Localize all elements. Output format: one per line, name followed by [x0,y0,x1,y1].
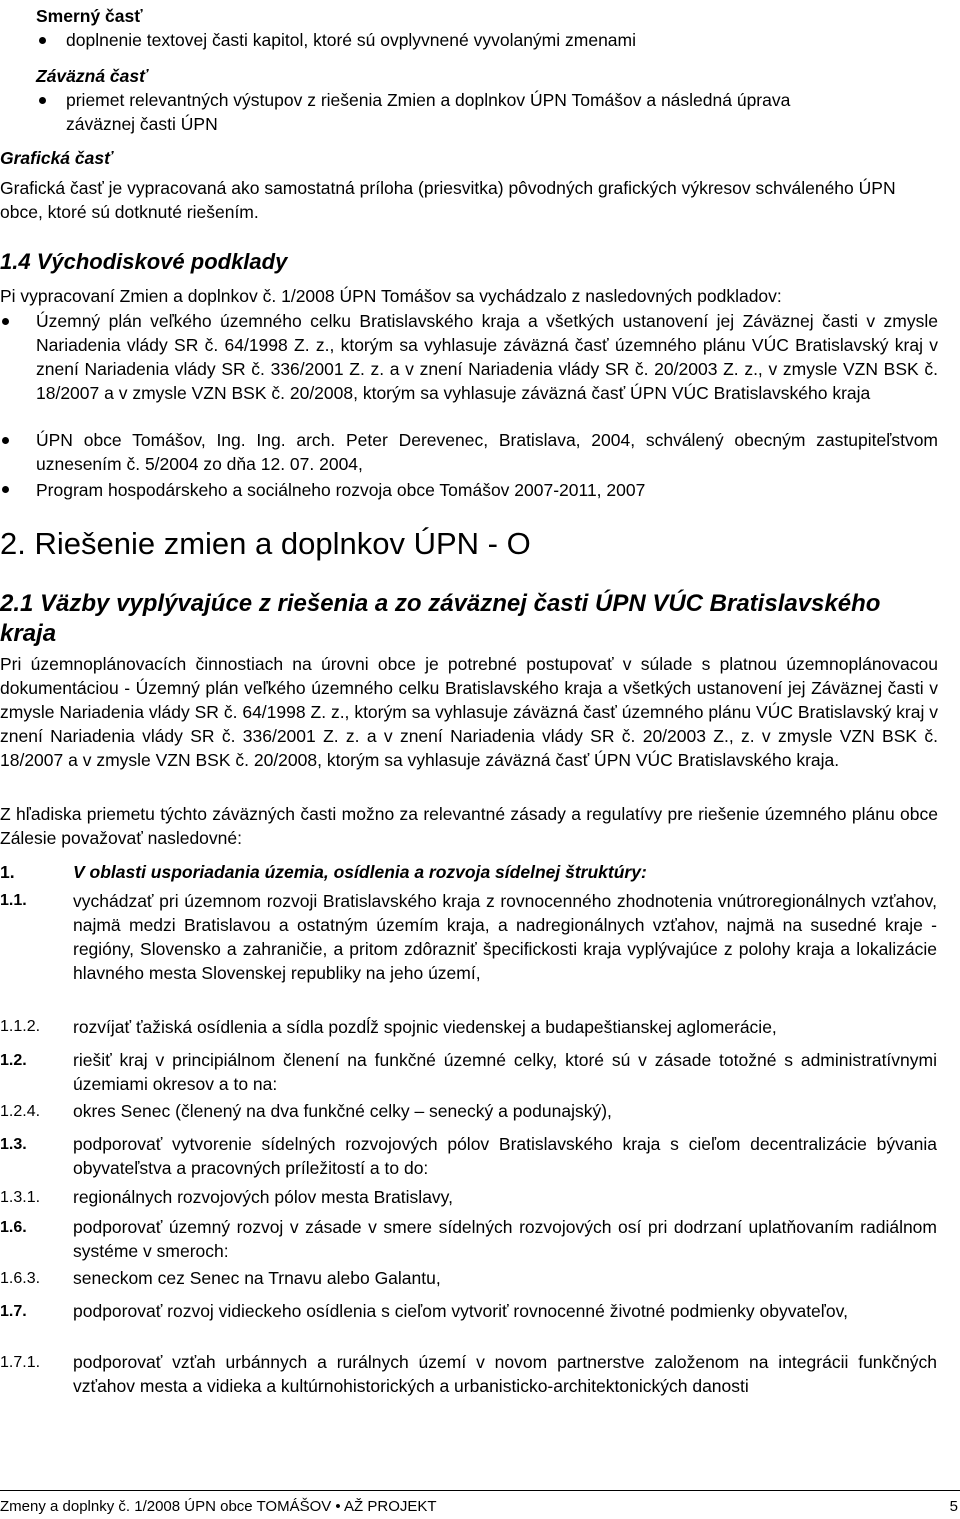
section-1-4-intro: Pi vypracovaní Zmien a doplnkov č. 1/2008 ÚPN Tomášov sa vychádzalo z nasledovných podkladov: [0,286,782,306]
item-text: podporovať rozvoj vidieckeho osídlenia s cieľom vytvoriť rovnocenné životné podmienky obyvateľov, [73,1301,848,1321]
item-number: 1.6.3. [0,1270,41,1287]
section-2-1-heading: 2.1 Väzby vyplývajúce z riešenia a zo záväznej časti ÚPN VÚC Bratislavského kraja [0,590,881,647]
source-bullet-3: Program hospodárskeho a sociálneho rozvoja obce Tomášov 2007-2011, 2007 [36,480,646,500]
item-number: 1.2.4. [0,1103,41,1120]
sub-heading-text: V oblasti usporiadania územia, osídlenia a rozvoja sídelnej štruktúry: [73,862,647,882]
section-2-1-paragraph-1: Pri územnoplánovacích činnostiach na úrovni obce je potrebné postupovať v súlade s platnou územnoplánovacou dokumentáciou - Územný plán veľkého územného celku Bratislavského kraja a všetkých ustanovení jej Záväznej časti v zmysle Nariadenia vlády SR č. 64/1998 Z. z., ktorým sa vyhlasuje záväzná časť územného plánu VÚC Bratislavský kraj v znení Nariadenia vlády SR č. 336/2001 Z. z. a v znení Nariadenia vlády SR č. 20/2003 Z., z. v zmysle VZN BSK č. 18/2007 a v zmysle VZN BSK č. 20/2008, ktorým sa vyhlasuje záväzná časť ÚPN VÚC Bratislavského kraja. [0,654,938,770]
item-text: seneckom cez Senec na Trnavu alebo Galantu, [73,1268,441,1288]
item-text: vychádzať pri územnom rozvoji Bratislavského kraja z rovnocenného zhodnotenia vnútroregionálnych vzťahov, najmä medzi Bratislavou a ostatným územím kraja, a nadregionálnych vzťahov, najmä na susedné kraje - regióny, Slovensko a zahraničie, a pritom zdôrazniť špecifickosti kraja vyplývajúce z polohy kraja a lokalizácie hlavného mesta Slovenskej republiky na jeho území, [73,891,937,983]
item-text: okres Senec (členený na dva funkčné celky – senecký a podunajský), [73,1101,612,1121]
item-number: 1.3.1. [0,1189,41,1206]
sub-heading-number: 1. [0,862,15,882]
item-number: 1.1.2. [0,1018,41,1035]
item-number: 1.7. [0,1303,27,1320]
source-bullet-2: ÚPN obce Tomášov, Ing. Ing. arch. Peter Derevenec, Bratislava, 2004, schválený obecným zastupiteľstvom uznesením č. 5/2004 zo dňa 12. 07. 2004, [36,430,938,474]
binding-heading: Záväzná časť [36,66,148,86]
item-text: riešiť kraj v principiálnom členení na funkčné územné celky, ktoré sú v zásade totožné s administratívnymi územiami okresov a to na: [73,1050,937,1094]
item-text: podporovať vzťah urbánnych a rurálnych území v novom partnerstve založenom na integrácii funkčných vzťahov mesta a vidieka a kultúrnohistorických a urbanisticko-architektonických danosti [73,1352,937,1396]
item-number: 1.3. [0,1136,27,1153]
item-text: rozvíjať ťažiská osídlenia a sídla pozdĺž spojnic viedenskej a budapeštianskej aglomerácie, [73,1017,777,1037]
section-2-heading: 2. Riešenie zmien a doplnkov ÚPN - O [0,526,531,561]
item-number: 1.2. [0,1052,27,1069]
item-text: regionálnych rozvojových pólov mesta Bratislavy, [73,1187,453,1207]
directive-bullet-text: doplnenie textovej časti kapitol, ktoré sú ovplyvnené vyvolanými zmenami [66,30,637,50]
graphic-heading: Grafická časť [0,148,113,168]
section-2-1-paragraph-2: Z hľadiska priemetu týchto záväzných časti možno za relevantné zásady a regulatívy pre riešenie územného plánu obce Zálesie považovať nasledovné: [0,804,938,848]
binding-bullet-line2: záväznej časti ÚPN [66,114,218,134]
section-1-4-heading: 1.4 Východiskové podklady [0,249,288,274]
footer-text: Zmeny a doplnky č. 1/2008 ÚPN obce TOMÁŠOV • AŽ PROJEKT [0,1498,437,1515]
item-text: podporovať vytvorenie sídelných rozvojových pólov Bratislavského kraja s cieľom decentralizácie bývania obyvateľstva a pracovných príležitostí a to do: [73,1134,937,1178]
binding-bullet-line1: priemet relevantných výstupov z riešenia Zmien a doplnkov ÚPN Tomášov a následná úprava [66,90,791,110]
item-text: podporovať územný rozvoj v zásade v smere sídelných rozvojových osí pri dodrzaní uplatňovaním radiálnom systéme v smeroch: [73,1217,937,1261]
bullet-icon [2,486,9,493]
bullet-icon [39,97,46,104]
bullet-icon [2,437,9,444]
item-number: 1.7.1. [0,1354,41,1371]
bullet-icon [39,37,46,44]
source-bullet-1: Územný plán veľkého územného celku Bratislavského kraja a všetkých ustanovení jej Záväznej časti v zmysle Nariadenia vlády SR č. 64/1998 Z. z., ktorým sa vyhlasuje záväzná časť územného plánu VÚC Bratislavský kraj v znení Nariadenia vlády SR č. 336/2001 Z. z. a v znení Nariadenia vlády SR č. 20/2003 Z. z., v zmysle VZN BSK č. 18/2007 a v zmysle VZN BSK č. 20/2008, ktorým sa vyhlasuje záväzná časť ÚPN VÚC Bratislavského kraja [36,311,938,403]
page-number: 5 [949,1498,958,1515]
item-number: 1.6. [0,1219,27,1236]
bullet-icon [2,318,9,325]
footer-divider [0,1490,960,1491]
directive-heading: Smerný časť [36,6,143,26]
graphic-text: Grafická časť je vypracovaná ako samostatná príloha (priesvitka) pôvodných grafických výkresov schváleného ÚPN obce, ktoré sú dotknuté riešením. [0,178,896,222]
item-number: 1.1. [0,892,27,909]
